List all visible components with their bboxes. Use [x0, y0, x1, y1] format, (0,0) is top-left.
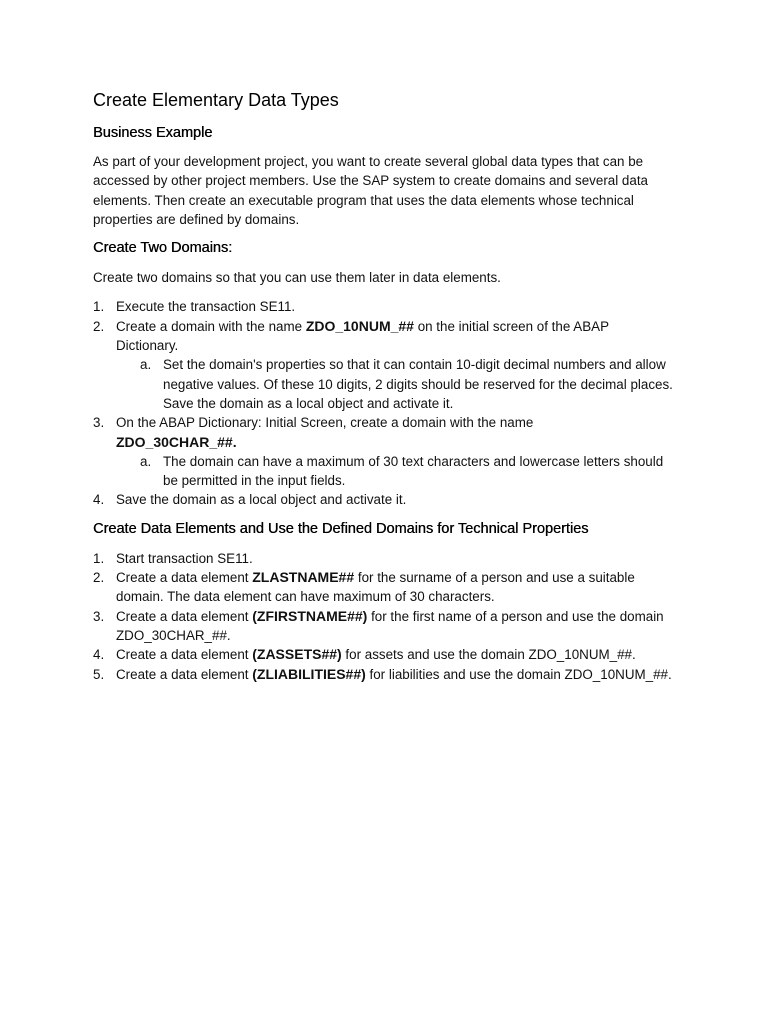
list-item — [93, 317, 673, 413]
list-number: 1. — [93, 550, 105, 566]
list-number: 4. — [93, 492, 105, 508]
document-content — [93, 88, 673, 684]
list-number: 3. — [93, 608, 105, 624]
list-item-text: for the first name of a person and use the domain ZDO_30CHAR_##. — [116, 608, 664, 643]
sub-list-item-text: The domain can have a maximum of 30 text characters and lowercase letters should be permitted in the input fields. — [163, 453, 664, 489]
list-number: 5. — [93, 666, 105, 682]
list-item — [93, 549, 673, 568]
data-element-steps-list — [93, 549, 673, 684]
list-item-text: Create a data element — [116, 570, 253, 586]
business-example-text: As part of your development project, you want to create several global data types that can be accessed by other project members. Use the SAP system to create domains and several data elements. Then create an executable program that uses the data elements whose technical properties are defined by domains. — [93, 154, 648, 227]
data-element-zlastname: ZLASTNAME## — [252, 569, 355, 586]
list-item-text: for liabilities and use the domain ZDO_10NUM_##. — [365, 666, 672, 682]
list-item — [93, 607, 673, 646]
list-item-text: Start transaction SE11. — [116, 550, 253, 566]
list-item — [93, 297, 673, 316]
sub-list-item — [116, 355, 673, 413]
list-item-text: Create a domain with the name — [116, 318, 306, 334]
sub-list — [116, 452, 673, 491]
list-item-text: Create a data element — [116, 647, 253, 663]
data-element-zassets: (ZASSETS##) — [252, 646, 342, 663]
page-title: Create Elementary Data Types — [93, 90, 339, 110]
list-item-text: Execute the transaction SE11. — [116, 299, 296, 315]
list-item — [93, 645, 673, 664]
domain-name-zdo-10num: ZDO_10NUM_## — [305, 317, 414, 334]
sub-list-marker: a. — [140, 357, 152, 373]
create-domains-heading: Create Two Domains: — [93, 240, 233, 257]
data-element-zfirstname: (ZFIRSTNAME##) — [252, 607, 368, 624]
list-item — [93, 568, 673, 607]
list-item — [93, 413, 673, 490]
list-number: 2. — [93, 570, 105, 586]
business-example-heading: Business Example — [93, 125, 213, 141]
list-item — [93, 665, 673, 684]
create-domains-intro: Create two domains so that you can use them later in data elements. — [93, 270, 501, 286]
list-item-text: Create a data element — [116, 666, 253, 682]
sub-list-marker: a. — [140, 453, 152, 469]
list-item-text: On the ABAP Dictionary: Initial Screen, create a domain with the name — [116, 415, 534, 431]
list-item-text: Create a data element — [116, 608, 253, 624]
list-item — [93, 490, 673, 509]
data-element-zliabilities: (ZLIABILITIES##) — [252, 665, 366, 682]
list-item-text: for the surname of a person and use a suitable domain. The data element can have maximum of 30 characters. — [116, 570, 635, 605]
domain-name-zdo-30char: ZDO_30CHAR_##. — [116, 433, 237, 450]
sub-list-item-text: Set the domain's properties so that it can contain 10-digit decimal numbers and allow negative values. Of these 10 digits, 2 digits should be reserved for the decimal places. Save the domain as a local object and activate it. — [163, 357, 673, 411]
domain-steps-list — [93, 297, 673, 509]
create-data-elements-heading: Create Data Elements and Use the Defined Domains for Technical Properties — [93, 520, 589, 537]
list-number: 3. — [93, 415, 105, 431]
list-item-text: Save the domain as a local object and activate it. — [116, 492, 407, 508]
sub-list — [116, 355, 673, 413]
list-item-text: on the initial screen of the ABAP Dictionary. — [116, 318, 609, 354]
list-number: 2. — [93, 318, 105, 334]
sub-list-item — [116, 452, 673, 491]
list-number: 1. — [93, 299, 105, 315]
list-number: 4. — [93, 647, 105, 663]
list-item-text: for assets and use the domain ZDO_10NUM_##. — [341, 647, 636, 663]
